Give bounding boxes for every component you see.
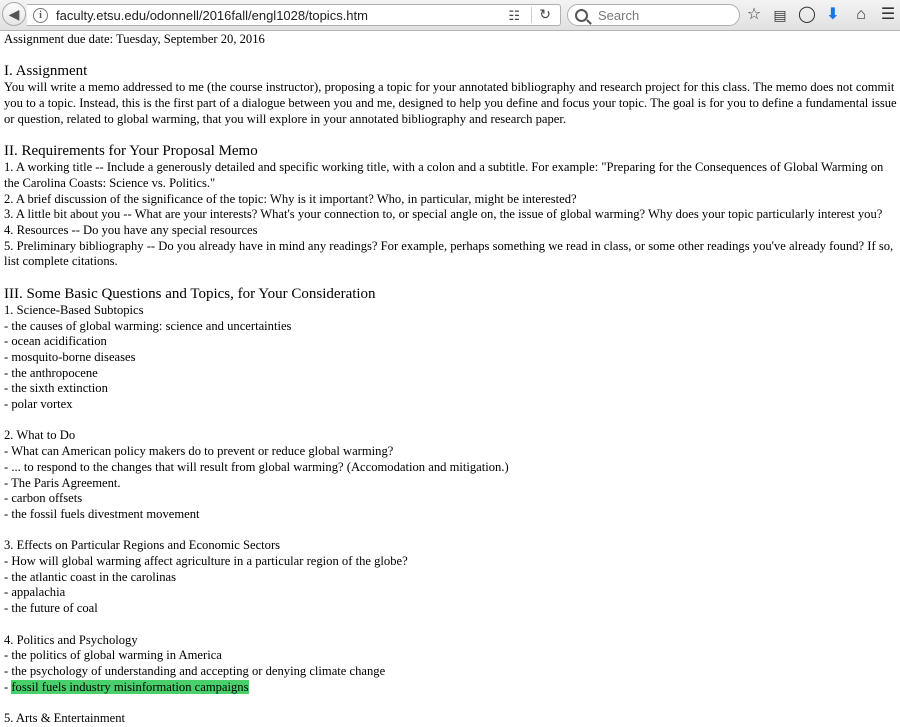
list-item: - the anthropocene	[4, 365, 98, 380]
pocket-icon[interactable]: ◯	[798, 6, 816, 23]
search-input[interactable]	[567, 4, 740, 26]
address-bar[interactable]	[27, 4, 561, 26]
list-item: - the future of coal	[4, 601, 98, 616]
requirement-item: 1. A working title -- Include a generously detailed and specific working title, with a colon and a subtitle. For example: "Preparing for the Consequences of Global Warming on the Carolina Coasts: Science vs. Politics."	[4, 160, 884, 190]
back-button[interactable]	[2, 2, 26, 26]
list-item-prefix: -	[4, 679, 12, 694]
list-item: - What can American policy makers do to prevent or reduce global warming?	[4, 444, 394, 459]
list-item: - The Paris Agreement.	[4, 475, 121, 490]
due-date: Assignment due date: Tuesday, September 20, 2016	[4, 32, 265, 46]
requirement-item: 3. A little bit about you -- What are your interests? What's your connection to, or special angle on, the issue of global warming? Why does your topic particularly interest you?	[4, 207, 883, 222]
topic-group-title: 4. Politics and Psychology	[4, 632, 138, 647]
list-item: - the psychology of understanding and accepting or denying climate change	[4, 663, 386, 678]
list-item: - ... to respond to the changes that will result from global warming? (Accomodation and mitigation.)	[4, 459, 509, 474]
home-icon[interactable]: ⌂	[856, 6, 866, 23]
requirement-item: 5. Preliminary bibliography -- Do you already have in mind any readings? For example, perhaps something we read in class, or some other readings you've already found? If so, list complete citations.	[4, 238, 894, 269]
search-placeholder: Search	[598, 7, 640, 23]
reading-list-icon[interactable]: ▤	[773, 7, 787, 23]
assignment-text: You will write a memo addressed to me (the course instructor), proposing a topic for your annotated bibliography and research project for this class. The memo does not commit you to a topic. Instead, this is the first part of a dialogue between you and me, designed to help you define and focus your topic. The goal is for you to define a fundamental issue or question, related to global warming, that you will explore in your annotated bibliography and research paper.	[4, 80, 897, 126]
topic-group-title: 1. Science-Based Subtopics	[4, 302, 144, 317]
download-icon[interactable]: ⬇	[826, 6, 840, 23]
list-item: - mosquito-borne diseases	[4, 349, 136, 364]
url-divider	[531, 7, 532, 23]
list-item: - How will global warming affect agriculture in a particular region of the globe?	[4, 554, 408, 569]
topic-group-title: 5. Arts & Entertainment	[4, 711, 126, 726]
list-item: - ocean acidification	[4, 334, 107, 349]
reload-icon[interactable]: ↻	[539, 6, 551, 22]
list-item: - carbon offsets	[4, 491, 83, 506]
section-requirements-title: II. Requirements for Your Proposal Memo	[4, 143, 258, 160]
list-item: - the causes of global warming: science and uncertainties	[4, 318, 292, 333]
list-item: - the atlantic coast in the carolinas	[4, 569, 177, 584]
topic-group-title: 3. Effects on Particular Regions and Economic Sectors	[4, 538, 281, 553]
section-assignment-title: I. Assignment	[4, 63, 88, 80]
info-icon[interactable]: i	[33, 8, 48, 23]
browser-toolbar	[0, 0, 900, 31]
section-topics-title: III. Some Basic Questions and Topics, for Your Consideration	[4, 285, 376, 302]
topic-group-title: 2. What to Do	[4, 428, 76, 443]
list-item: - the fossil fuels divestment movement	[4, 506, 200, 521]
requirement-item: 4. Resources -- Do you have any special resources	[4, 223, 258, 237]
list-item: - appalachia	[4, 585, 66, 600]
page-content	[4, 32, 900, 727]
url-text[interactable]: faculty.etsu.edu/odonnell/2016fall/engl1028/topics.htm	[56, 7, 368, 23]
search-icon	[575, 9, 588, 22]
requirement-item: 2. A brief discussion of the significance of the topic: Why is it important? Who, in particular, might be interested?	[4, 191, 577, 206]
list-item: - the sixth extinction	[4, 381, 108, 396]
reader-view-icon[interactable]: ☷	[508, 8, 520, 23]
highlighted-selection[interactable]: fossil fuels industry misinformation campaigns	[11, 679, 249, 694]
arrow-left-icon: ◀	[8, 5, 20, 22]
bookmark-star-icon[interactable]: ☆	[746, 6, 762, 23]
list-item: - polar vortex	[4, 397, 73, 412]
list-item-highlighted	[4, 680, 900, 696]
list-item: - the politics of global warming in America	[4, 648, 222, 663]
menu-icon[interactable]: ☰	[880, 6, 896, 23]
